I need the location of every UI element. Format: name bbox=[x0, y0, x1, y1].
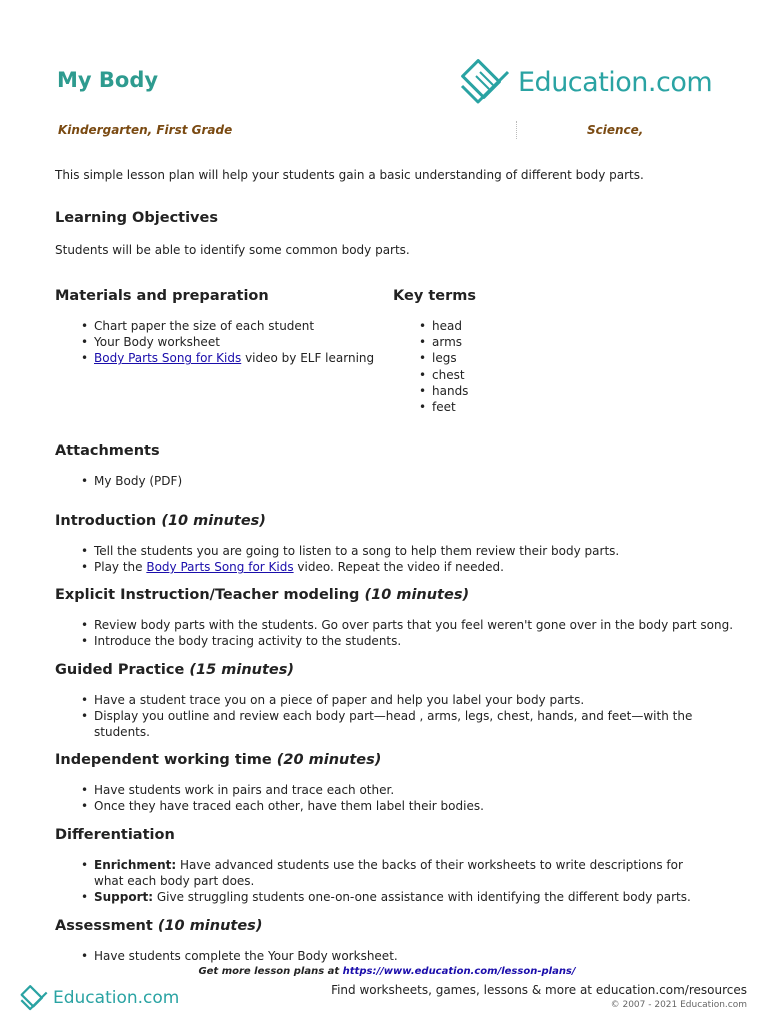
guided-list bbox=[55, 692, 695, 741]
explicit-time: (10 minutes) bbox=[364, 587, 470, 603]
list-item: • Introduce the body tracing activity to the students. bbox=[55, 633, 733, 649]
list-item: • Display you outline and review each body part—head , arms, legs, chest, hands, and feet—with the students. bbox=[55, 708, 695, 740]
body-parts-song-link[interactable]: Body Parts Song for Kids bbox=[146, 560, 294, 575]
independent-time: (20 minutes) bbox=[276, 752, 382, 768]
list-item: • Review body parts with the students. Go over parts that you feel weren't gone over in the body part song. bbox=[55, 617, 733, 633]
lesson-plans-link[interactable]: https://www.education.com/lesson-plans/ bbox=[342, 966, 576, 977]
key-term: • arms bbox=[393, 334, 468, 350]
attachment-item[interactable]: • My Body (PDF) bbox=[55, 473, 182, 489]
differentiation-list bbox=[55, 857, 715, 906]
key-term: • feet bbox=[393, 399, 468, 415]
list-item: • Have students complete the Your Body worksheet. bbox=[55, 948, 398, 964]
assessment-list bbox=[55, 948, 398, 964]
education-logo-icon bbox=[456, 58, 514, 106]
footer-logo[interactable] bbox=[18, 984, 179, 1012]
education-logo-icon bbox=[18, 984, 50, 1012]
subject-label: Science, bbox=[587, 123, 644, 137]
key-term: • head bbox=[393, 318, 468, 334]
materials-list bbox=[55, 318, 374, 367]
attachments-heading: Attachments bbox=[55, 443, 160, 459]
list-item: • Play the Body Parts Song for Kids video. Repeat the video if needed. bbox=[55, 559, 619, 575]
link-suffix: video by ELF learning bbox=[241, 351, 375, 366]
independent-list bbox=[55, 782, 484, 814]
grade-label: Kindergarten, First Grade bbox=[58, 123, 233, 137]
learning-objectives-heading: Learning Objectives bbox=[55, 210, 218, 226]
differentiation-heading: Differentiation bbox=[55, 827, 175, 843]
attachments-list bbox=[55, 473, 182, 489]
guided-time: (15 minutes) bbox=[189, 662, 294, 678]
introduction-time: (10 minutes) bbox=[161, 513, 266, 529]
list-item: • Have students work in pairs and trace each other. bbox=[55, 782, 484, 798]
list-item: • Tell the students you are going to listen to a song to help them review their body parts. bbox=[55, 543, 619, 559]
key-term: • hands bbox=[393, 383, 468, 399]
key-term: • chest bbox=[393, 367, 468, 383]
key-terms-heading: Key terms bbox=[393, 288, 476, 304]
more-lesson-plans: Get more lesson plans at https://www.education.com/lesson-plans/ bbox=[198, 966, 576, 977]
intro-text: This simple lesson plan will help your students gain a basic understanding of different body parts. bbox=[55, 168, 644, 182]
key-term: • legs bbox=[393, 350, 468, 366]
key-terms-list bbox=[393, 318, 468, 415]
independent-heading: Independent working time (20 minutes) bbox=[55, 752, 382, 768]
materials-heading: Materials and preparation bbox=[55, 288, 269, 304]
logo-text: Education.com bbox=[518, 66, 713, 98]
list-item bbox=[55, 350, 374, 366]
list-item: • Chart paper the size of each student bbox=[55, 318, 374, 334]
list-item: • Your Body worksheet bbox=[55, 334, 374, 350]
list-item: • Enrichment: Have advanced students use the backs of their worksheets to write descriptions for what each body part does. bbox=[55, 857, 715, 889]
introduction-list bbox=[55, 543, 619, 575]
learning-objectives-text: Students will be able to identify some common body parts. bbox=[55, 243, 410, 257]
copyright: © 2007 - 2021 Education.com bbox=[610, 1000, 747, 1010]
list-item: • Once they have traced each other, have them label their bodies. bbox=[55, 798, 484, 814]
guided-practice-heading: Guided Practice (15 minutes) bbox=[55, 662, 294, 678]
education-logo[interactable] bbox=[456, 58, 712, 106]
body-parts-song-link[interactable]: Body Parts Song for Kids bbox=[94, 351, 242, 366]
assessment-time: (10 minutes) bbox=[157, 918, 263, 934]
introduction-heading: Introduction (10 minutes) bbox=[55, 513, 266, 529]
explicit-list bbox=[55, 617, 733, 649]
list-item: • Support: Give struggling students one-on-one assistance with identifying the different body parts. bbox=[55, 889, 715, 905]
header-divider bbox=[516, 121, 517, 139]
footer-resources-text: Find worksheets, games, lessons & more at education.com/resources bbox=[331, 983, 747, 997]
explicit-instruction-heading: Explicit Instruction/Teacher modeling (10 minutes) bbox=[55, 587, 470, 603]
page-title: My Body bbox=[57, 68, 159, 92]
list-item: • Have a student trace you on a piece of paper and help you label your body parts. bbox=[55, 692, 695, 708]
assessment-heading: Assessment (10 minutes) bbox=[55, 918, 263, 934]
footer-logo-text: Education.com bbox=[53, 988, 180, 1008]
